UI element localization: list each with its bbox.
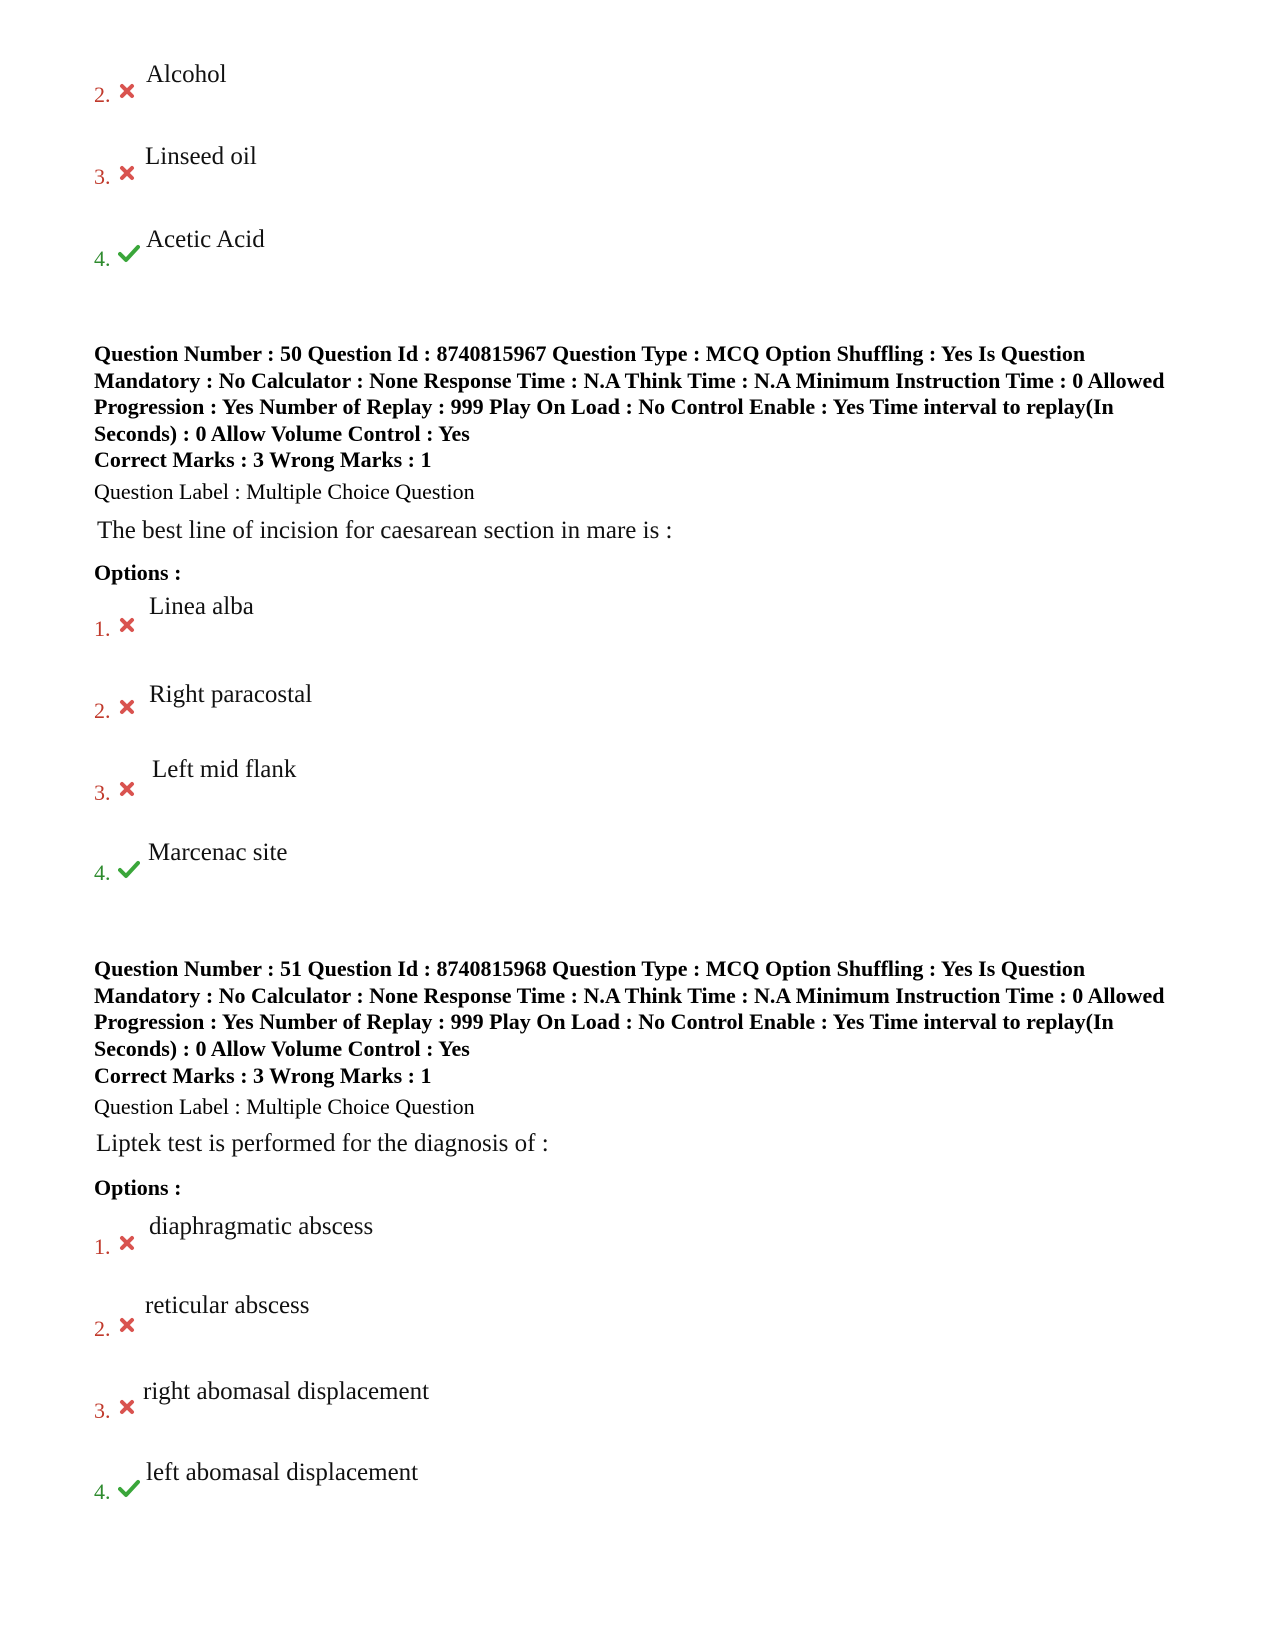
option-number: 4. (94, 860, 111, 885)
carryover-option-4 (0, 224, 700, 284)
options-label: Options : (94, 1175, 182, 1200)
cross-icon (118, 164, 140, 186)
option-text: Marcenac site (148, 839, 288, 866)
cross-icon (118, 1398, 140, 1420)
option-number: 1. (94, 616, 111, 641)
question-text: Liptek test is performed for the diagnosis of : (96, 1130, 549, 1157)
question-meta: Question Number : 50 Question Id : 8740815967 Question Type : MCQ Option Shuffling : Yes Is Question Mandatory : No Calculator : None Response Time : N.A Think Time : N.A Minimum Instruction Time : 0 Allowed Progression : Yes Number of Replay : 999 Play On Load : No Control Enable : Yes Time interval to replay(In Seconds) : 0 Allow Volume Control : Yes (94, 341, 1165, 446)
option-3 (0, 1377, 700, 1437)
option-number: 3. (94, 1398, 111, 1423)
option-text: reticular abscess (145, 1292, 310, 1319)
option-number: 3. (94, 780, 111, 805)
option-number: 4. (94, 246, 111, 271)
cross-icon (118, 1234, 140, 1256)
check-icon (118, 243, 140, 265)
question-marks: Correct Marks : 3 Wrong Marks : 1 (94, 1063, 432, 1088)
option-text: Linea alba (149, 593, 254, 620)
cross-icon (118, 616, 140, 638)
option-number: 3. (94, 164, 111, 189)
cross-icon (118, 82, 140, 104)
option-text: right abomasal displacement (143, 1378, 430, 1405)
carryover-option-2 (0, 60, 700, 120)
option-3 (0, 755, 700, 815)
option-text: Acetic Acid (146, 226, 265, 253)
option-1 (0, 1212, 700, 1272)
question-meta: Question Number : 51 Question Id : 8740815968 Question Type : MCQ Option Shuffling : Yes Is Question Mandatory : No Calculator : None Response Time : N.A Think Time : N.A Minimum Instruction Time : 0 Allowed Progression : Yes Number of Replay : 999 Play On Load : No Control Enable : Yes Time interval to replay(In Seconds) : 0 Allow Volume Control : Yes (94, 956, 1165, 1061)
check-icon (118, 859, 140, 881)
carryover-option-3 (0, 142, 700, 202)
option-2 (0, 680, 700, 740)
option-text: left abomasal displacement (146, 1459, 419, 1486)
option-4 (0, 838, 700, 898)
option-number: 1. (94, 1234, 111, 1259)
option-2 (0, 1291, 700, 1351)
question-text: The best line of incision for caesarean section in mare is : (97, 517, 673, 544)
option-number: 2. (94, 82, 111, 107)
option-4 (0, 1458, 700, 1518)
option-text: Left mid flank (152, 756, 297, 783)
check-icon (118, 1478, 140, 1500)
option-text: Linseed oil (145, 143, 257, 170)
options-label: Options : (94, 560, 182, 585)
option-number: 2. (94, 698, 111, 723)
option-text: Alcohol (146, 61, 227, 88)
option-number: 2. (94, 1316, 111, 1341)
cross-icon (118, 780, 140, 802)
question-label: Question Label : Multiple Choice Question (94, 1094, 475, 1119)
cross-icon (118, 698, 140, 720)
question-label: Question Label : Multiple Choice Question (94, 479, 475, 504)
cross-icon (118, 1316, 140, 1338)
option-number: 4. (94, 1479, 111, 1504)
option-text: diaphragmatic abscess (149, 1213, 374, 1240)
option-1 (0, 592, 700, 652)
question-marks: Correct Marks : 3 Wrong Marks : 1 (94, 447, 432, 472)
option-text: Right paracostal (149, 681, 313, 708)
